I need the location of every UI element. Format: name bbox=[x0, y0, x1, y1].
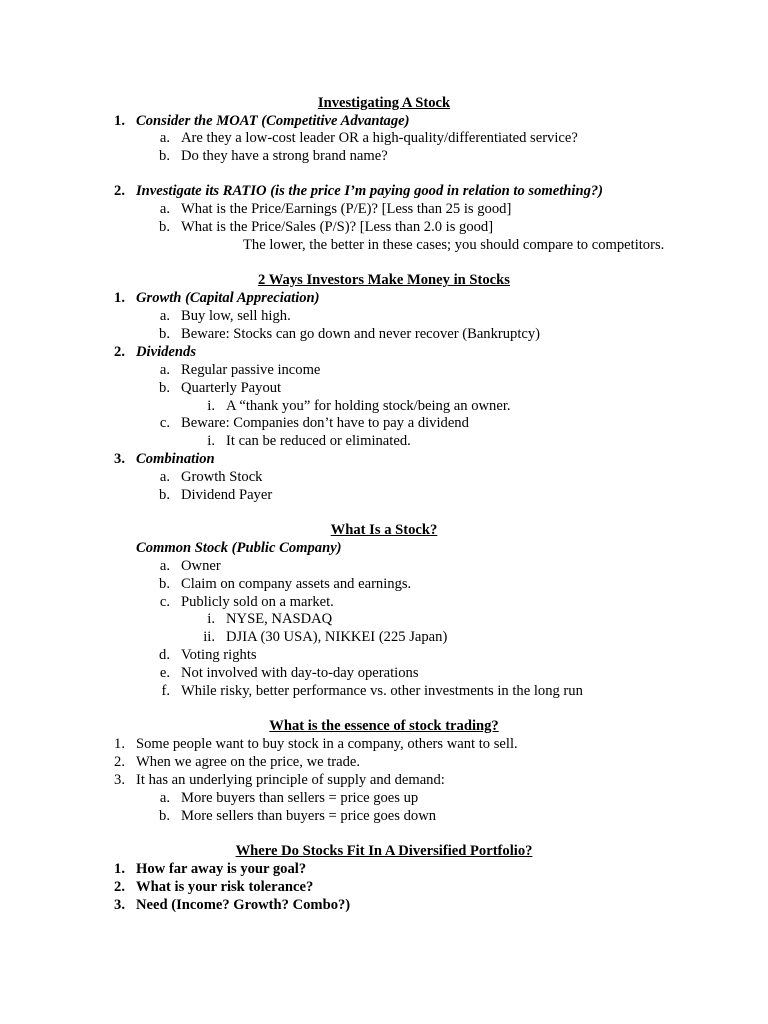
list-number: 3. bbox=[114, 451, 125, 467]
sub-item-text: Beware: Companies don’t have to pay a dividend bbox=[181, 415, 469, 431]
list-number: 3. bbox=[114, 772, 125, 788]
sub-letter: b. bbox=[159, 326, 170, 342]
section-title: 2 Ways Investors Make Money in Stocks bbox=[258, 272, 510, 288]
sub-letter: b. bbox=[159, 148, 170, 164]
sub-item-text: While risky, better performance vs. other investments in the long run bbox=[181, 683, 583, 699]
sub-letter: d. bbox=[159, 647, 170, 663]
note-text: The lower, the better in these cases; you should compare to competitors. bbox=[243, 237, 665, 253]
list-item-text: Consider the MOAT (Competitive Advantage) bbox=[136, 113, 410, 129]
sub-roman: i. bbox=[207, 611, 215, 627]
sub-letter: a. bbox=[159, 130, 170, 146]
sub-item-text: Buy low, sell high. bbox=[181, 308, 291, 324]
list-item-text: What is your risk tolerance? bbox=[136, 879, 314, 895]
list-number: 2. bbox=[114, 754, 125, 770]
sub-roman: i. bbox=[207, 433, 215, 449]
sub-sub-item-text: A “thank you” for holding stock/being an owner. bbox=[226, 398, 511, 414]
sub-letter: a. bbox=[159, 201, 170, 217]
sub-letter: e. bbox=[159, 665, 170, 681]
sub-letter: b. bbox=[159, 576, 170, 592]
sub-item-text: More sellers than buyers = price goes down bbox=[181, 808, 437, 824]
list-item-text: Dividends bbox=[136, 344, 196, 360]
sub-sub-item-text: NYSE, NASDAQ bbox=[226, 611, 333, 627]
sub-letter: b. bbox=[159, 380, 170, 396]
sub-item-text: Quarterly Payout bbox=[181, 380, 282, 396]
list-number: 1. bbox=[114, 736, 125, 752]
list-item-text: Common Stock (Public Company) bbox=[136, 540, 342, 556]
sub-letter: b. bbox=[159, 808, 170, 824]
sub-item-text: What is the Price/Sales (P/S)? [Less than 2.0 is good] bbox=[181, 219, 494, 235]
sub-letter: c. bbox=[159, 594, 170, 610]
sub-letter: a. bbox=[159, 308, 170, 324]
list-item-text: How far away is your goal? bbox=[136, 861, 307, 877]
list-item-text: Combination bbox=[136, 451, 215, 467]
list-number: 1. bbox=[114, 290, 125, 306]
sub-sub-item-text: It can be reduced or eliminated. bbox=[226, 433, 411, 449]
sub-item-text: Growth Stock bbox=[181, 469, 263, 485]
list-number: 2. bbox=[114, 879, 125, 895]
sub-item-text: More buyers than sellers = price goes up bbox=[181, 790, 419, 806]
section-title: Investigating A Stock bbox=[317, 95, 451, 111]
sub-item-text: Not involved with day-to-day operations bbox=[181, 665, 419, 681]
sub-letter: a. bbox=[159, 469, 170, 485]
sub-letter: c. bbox=[159, 415, 170, 431]
sub-item-text: Dividend Payer bbox=[181, 487, 273, 503]
list-item-text: Need (Income? Growth? Combo?) bbox=[136, 897, 351, 913]
sub-item-text: Are they a low-cost leader OR a high-quality/differentiated service? bbox=[181, 130, 578, 146]
list-number: 2. bbox=[114, 183, 125, 199]
list-item-text: Investigate its RATIO (is the price I’m paying good in relation to something?) bbox=[136, 183, 604, 199]
sub-item-text: Claim on company assets and earnings. bbox=[181, 576, 412, 592]
section-title: Where Do Stocks Fit In A Diversified Portfolio? bbox=[235, 843, 533, 859]
list-number: 1. bbox=[114, 113, 125, 129]
list-number: 2. bbox=[114, 344, 125, 360]
list-item-text: Some people want to buy stock in a company, others want to sell. bbox=[136, 736, 518, 752]
list-number: 3. bbox=[114, 897, 125, 913]
sub-sub-item-text: DJIA (30 USA), NIKKEI (225 Japan) bbox=[226, 629, 448, 645]
sub-item-text: Do they have a strong brand name? bbox=[181, 148, 388, 164]
sub-letter: a. bbox=[159, 362, 170, 378]
sub-item-text: Voting rights bbox=[181, 647, 257, 663]
sub-item-text: What is the Price/Earnings (P/E)? [Less than 25 is good] bbox=[181, 201, 512, 217]
sub-roman: i. bbox=[207, 398, 215, 414]
sub-roman: ii. bbox=[203, 629, 215, 645]
section-title: What Is a Stock? bbox=[330, 522, 438, 538]
sub-letter: b. bbox=[159, 487, 170, 503]
list-item-text: When we agree on the price, we trade. bbox=[136, 754, 361, 770]
list-number: 1. bbox=[114, 861, 125, 877]
section-title: What is the essence of stock trading? bbox=[269, 718, 499, 734]
sub-letter: a. bbox=[159, 790, 170, 806]
sub-item-text: Owner bbox=[181, 558, 221, 574]
sub-item-text: Beware: Stocks can go down and never recover (Bankruptcy) bbox=[181, 326, 541, 342]
sub-letter: a. bbox=[159, 558, 170, 574]
sub-letter: b. bbox=[159, 219, 170, 235]
list-item-text: Growth (Capital Appreciation) bbox=[136, 290, 320, 306]
sub-item-text: Publicly sold on a market. bbox=[181, 594, 334, 610]
sub-letter: f. bbox=[161, 683, 170, 699]
sub-item-text: Regular passive income bbox=[181, 362, 321, 378]
list-item-text: It has an underlying principle of supply and demand: bbox=[136, 772, 445, 788]
